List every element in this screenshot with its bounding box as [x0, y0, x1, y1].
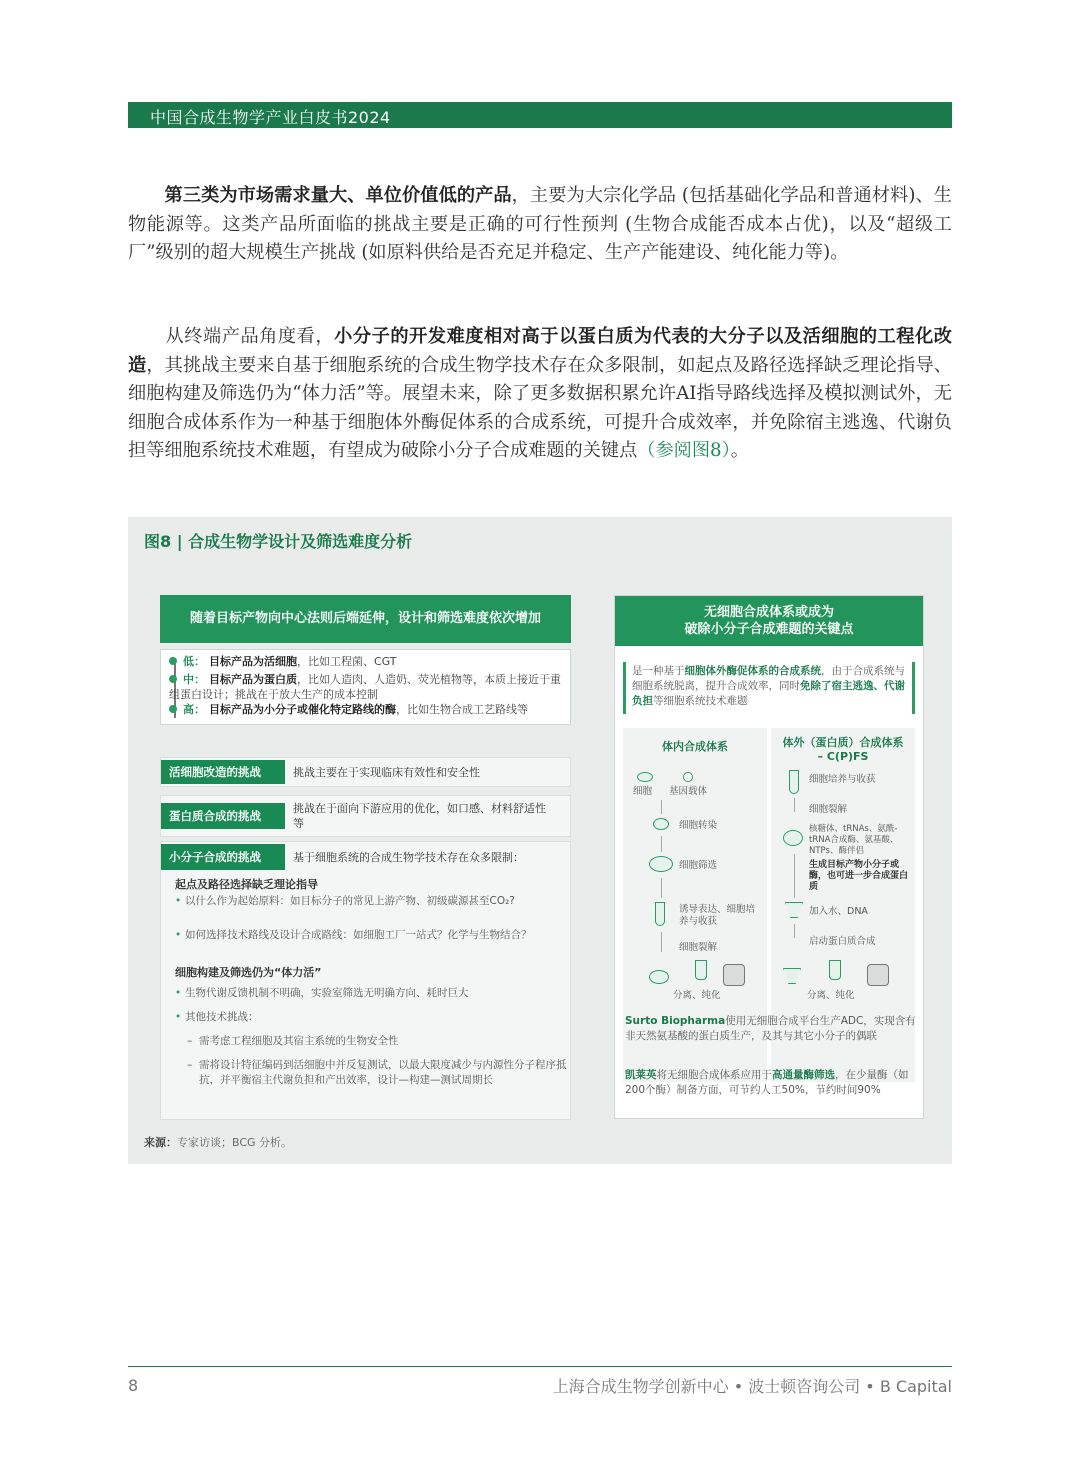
cell-icon — [637, 772, 653, 782]
challenge-text: 挑战在于面向下游应用的优化，如口感、材料舒适性等 — [293, 802, 546, 830]
para1-rest: ，主要为大宗化学品 (包括基础化学品和普通材料)、生物能源等。这类产品所面临的挑战主要是正确的可行性预判 (生物合成能否成本占优)，以及“超级工厂”级别的超大规模生产挑战 (如原料供给是否充足并稳定、生产产能建设、纯化能力等)。 — [128, 185, 952, 263]
footer-divider — [128, 1366, 952, 1367]
bullet-item: • 如何选择技术路线及设计合成路线：如细胞工厂一站式？化学与生物结合？ — [175, 928, 565, 943]
flow-arrow — [794, 854, 795, 898]
beaker-icon — [785, 902, 803, 918]
flow-arrow — [661, 800, 662, 814]
challenge-row-living-cell — [160, 757, 571, 787]
cell-extract-icon — [783, 830, 803, 846]
para2-rest: ，其挑战主要来自基于细胞系统的合成生物学技术存在众多限制，如起点及路径选择缺乏理论指导、细胞构建及筛选仍为“体力活”等。展望未来，除了更多数据积累允许AI指导路线选择及模拟测试外，无细胞合成体系作为一种基于细胞体外酶促体系的合成系统，可提升合成效率，并免除宿主逃逸、代谢负担等细胞系统技术难题，有望成为破除小分子合成难题的关键点 — [128, 354, 952, 461]
footer-publishers: 上海合成生物学创新中心 • 波士顿咨询公司 • B Capital — [552, 1377, 952, 1396]
bullet-item: • 以什么作为起始原料：如目标分子的常见上游产物、初级碳源甚至CO₂? — [175, 894, 565, 909]
subsection-title: 细胞构建及筛选仍为“体力活” — [175, 966, 322, 979]
in-vitro-title: 体外（蛋白质）合成体系 – C(P)FS — [782, 736, 904, 763]
cell-free-description: 是一种基于细胞体外酶促体系的合成系统，由于合成系统与细胞系统脱离，提升合成效率，同时免除了宿主逃逸、代谢负担等细胞系统技术难题 — [623, 662, 915, 714]
figure-source: 来源：专家访谈；BCG 分析。 — [144, 1136, 293, 1149]
difficulty-levels-box — [160, 649, 571, 725]
figure-8 — [128, 517, 952, 1164]
protein-structure-icon — [723, 964, 745, 986]
level-low: 低： 目标产品为活细胞，比如工程菌、CGT — [169, 654, 397, 669]
challenge-tag: 蛋白质合成的挑战 — [161, 803, 285, 829]
plasmid-icon — [683, 772, 693, 782]
flow-arrow — [661, 932, 662, 952]
challenge-tag: 活细胞改造的挑战 — [161, 760, 285, 784]
flow-arrow — [661, 836, 662, 852]
left-panel-header: 随着目标产物向中心法则后端延伸，设计和筛选难度依次增加 — [160, 595, 571, 643]
column-icon — [829, 960, 841, 980]
level-mid: 中： 目标产品为蛋白质，比如人造肉、人造奶、荧光植物等，本质上接近于重组蛋白设计；挑战在于放大生产的成本控制 — [169, 673, 561, 701]
in-vitro-column: 体外（蛋白质）合成体系 – C(P)FS 细胞培养与收获 细胞裂解 核糖体、tRNAs、氨酰-tRNA合成酶、氨基酸、NTPs、酶伴侣 生成目标产物小分子或酶，也可进一步合成蛋白质 加入水、DNA 启动蛋白质合成 分离、纯化 — [771, 728, 915, 1082]
bullet-item: • 生物代谢反馈机制不明确，实验室筛选无明确方向、耗时巨大 — [175, 986, 565, 1001]
lysed-cell-icon — [649, 970, 669, 984]
culture-tube-icon — [789, 770, 799, 794]
para2-lead: 从终端产品角度看， — [165, 326, 335, 347]
para1-bold: 第三类为市场需求量大、单位价值低的产品 — [164, 185, 512, 206]
page-number: 8 — [128, 1376, 139, 1395]
paragraph-2 — [128, 323, 952, 466]
level-high: 高： 目标产品为小分子或催化特定路线的酶，比如生物合成工艺路线等 — [169, 702, 564, 717]
level-dot-icon — [169, 657, 177, 665]
test-tube-icon — [655, 902, 665, 926]
level-dot-icon — [169, 675, 177, 683]
transfection-icon — [653, 818, 669, 830]
flow-arrow — [794, 924, 795, 938]
challenge-tag: 小分子合成的挑战 — [161, 844, 285, 870]
reaction-vessel-icon — [783, 968, 801, 984]
paragraph-1 — [128, 182, 952, 268]
header-bar — [128, 102, 952, 128]
right-panel-header: 无细胞合成体系或成为 破除小分子合成难题的关键点 — [615, 596, 923, 646]
figure-reference-link[interactable]: （参阅图8） — [637, 440, 731, 461]
dash-item: – 需考虑工程细胞及其宿主系统的生物安全性 — [187, 1034, 567, 1049]
case-asymchem: 凯莱英将无细胞合成体系应用于高通量酶筛选，在少量酶（如200个酶）制备方面，可节约人工50%，节约时间90% — [625, 1069, 909, 1096]
bullet-item: • 其他技术挑战： — [175, 1010, 565, 1025]
level-dot-icon — [169, 705, 177, 713]
challenge-row-small-molecule — [160, 841, 571, 1120]
header-title: 中国合成生物学产业白皮书2024 — [150, 108, 391, 127]
right-panel — [614, 595, 924, 1119]
in-vivo-title: 体内合成体系 — [662, 740, 728, 753]
subsection-title: 起点及路径选择缺乏理论指导 — [175, 878, 318, 891]
flow-arrow — [661, 878, 662, 898]
challenge-row-protein — [160, 795, 571, 837]
challenge-text: 基于细胞系统的合成生物学技术存在众多限制： — [293, 851, 524, 864]
flow-arrow — [794, 798, 795, 812]
protein-structure-icon — [867, 964, 889, 986]
figure-title: 图8 | 合成生物学设计及筛选难度分析 — [144, 532, 413, 551]
para2-end: 。 — [730, 440, 749, 461]
para2-bold: 小分子的开发难度相对高于以蛋白质为代表的大分子以及活细胞的工程化改造 — [128, 326, 952, 376]
in-vivo-column: 体内合成体系 细胞 基因载体 细胞转染 细胞筛选 诱导表达、细胞培养与收获 细胞裂解 分离、纯化 — [623, 728, 767, 1082]
dash-item: – 需将设计特征编码到活细胞中并反复测试，以最大限度减少与内源性分子程序抵抗，并平衡宿主代谢负担和产出效率，设计—构建—测试周期长 — [187, 1058, 567, 1087]
column-icon — [695, 960, 707, 980]
case-surto: Surto Biopharma使用无细胞合成平台生产ADC，实现含有非天然氨基酸的蛋白质生产，及其与其它小分子的偶联 — [625, 1015, 916, 1042]
challenge-text: 挑战主要在于实现临床有效性和安全性 — [293, 766, 480, 779]
petri-dish-icon — [649, 856, 673, 872]
